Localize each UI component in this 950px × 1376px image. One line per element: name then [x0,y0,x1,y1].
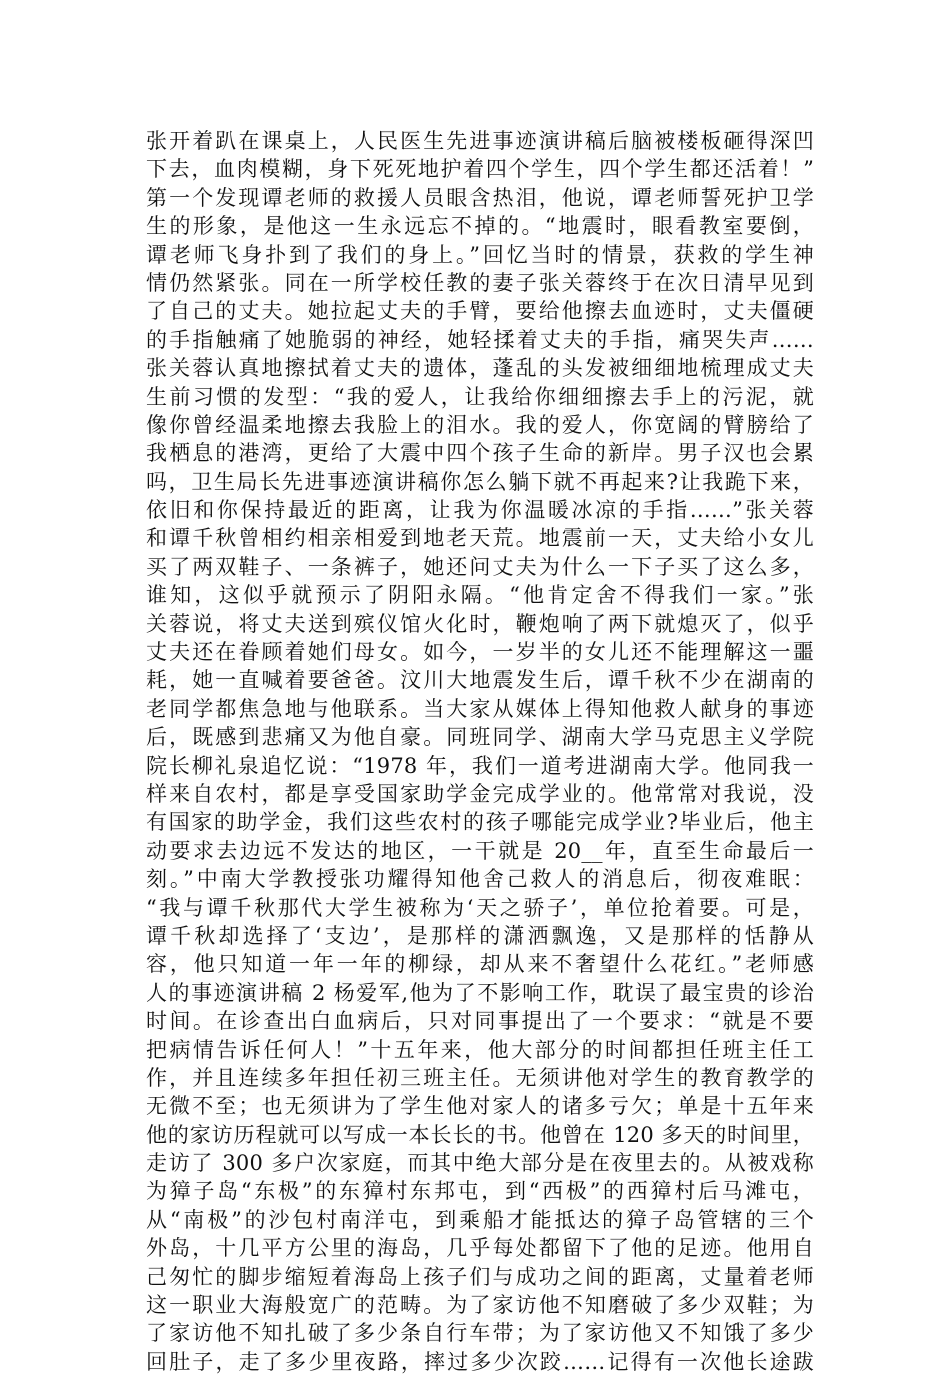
text-line: “我与谭千秋那代大学生被称为‘天之骄子’，单位抢着要。可是， [146,895,814,920]
text-line: 生的形象，是他这一生永远忘不掉的。“地震时，眼看教室要倒， [146,214,814,239]
text-line: 样来自农村，都是享受国家助学金完成学业的。他常常对我说，没 [146,781,814,806]
text-line: 老同学都焦急地与他联系。当大家从媒体上得知他救人献身的事迹 [146,696,814,721]
text-line: 作，并且连续多年担任初三班主任。无须讲他对学生的教育教学的 [146,1065,814,1090]
text-line: 时间。在诊查出白血病后，只对同事提出了一个要求：“就是不要 [146,1009,814,1034]
text-line: 回肚子，走了多少里夜路，摔过多少次跤……记得有一次他长途跋 [146,1349,814,1374]
text-line: 无微不至；也无须讲为了学生他对家人的诸多亏欠；单是十五年来 [146,1094,814,1119]
text-line: 吗，卫生局长先进事迹演讲稿你怎么躺下就不再起来?让我跪下来， [146,469,814,494]
text-line: 有国家的助学金，我们这些农村的孩子哪能完成学业?毕业后，他主 [146,810,814,835]
text-line: 走访了 300 多户次家庭，而其中绝大部分是在夜里去的。从被戏称 [146,1151,814,1176]
text-line: 耗，她一直喊着要爸爸。汶川大地震发生后，谭千秋不少在湖南的 [146,668,814,693]
text-line: 像你曾经温柔地擦去我脸上的泪水。我的爱人，你宽阔的臂膀给了 [146,412,814,437]
text-line: 把病情告诉任何人！”十五年来，他大部分的时间都担任班主任工 [146,1037,814,1062]
text-line: 己匆忙的脚步缩短着海岛上孩子们与成功之间的距离，丈量着老师 [146,1264,814,1289]
text-line: 这一职业大海般宽广的范畴。为了家访他不知磨破了多少双鞋；为 [146,1293,814,1318]
text-line: 谭老师飞身扑到了我们的身上。”回忆当时的情景，获救的学生神 [146,242,814,267]
text-line: 的手指触痛了她脆弱的神经，她轻揉着丈夫的手指，痛哭失声…… [146,327,814,352]
text-line: 了自己的丈夫。她拉起丈夫的手臂，要给他擦去血迹时，丈夫僵硬 [146,299,814,324]
text-line: 为獐子岛“东极”的东獐村东邦屯，到“西极”的西獐村后马滩屯， [146,1179,814,1204]
text-line: 买了两双鞋子、一条裤子，她还问丈夫为什么一下子买了这么多， [146,554,814,579]
text-line: 院长柳礼泉追忆说：“1978 年，我们一道考进湖南大学。他同我一 [146,753,814,778]
text-line: 第一个发现谭老师的救援人员眼含热泪，他说，谭老师誓死护卫学 [146,185,814,210]
text-line: 情仍然紧张。同在一所学校任教的妻子张关蓉终于在次日清早见到 [146,270,814,295]
text-line: 他的家访历程就可以写成一本长长的书。他曾在 120 多天的时间里， [146,1122,814,1147]
text-line: 张开着趴在课桌上，人民医生先进事迹演讲稿后脑被楼板砸得深凹 [146,129,814,153]
text-line: 动要求去边远不发达的地区，一干就是 20__年，直至生命最后一 [146,838,814,863]
text-line: 张关蓉认真地擦拭着丈夫的遗体，蓬乱的头发被细细地梳理成丈夫 [146,356,814,381]
text-line: 下去，血肉模糊，身下死死地护着四个学生，四个学生都还活着！” [146,157,814,182]
text-line: 谁知，这似乎就预示了阴阳永隔。“他肯定舍不得我们一家。”张 [146,583,814,608]
text-line: 我栖息的港湾，更给了大震中四个孩子生命的新岸。男子汉也会累 [146,441,814,466]
text-line: 丈夫还在眷顾着她们母女。如今，一岁半的女儿还不能理解这一噩 [146,640,814,665]
text-line: 关蓉说，将丈夫送到殡仪馆火化时，鞭炮响了两下就熄灭了，似乎 [146,611,814,636]
text-line: 外岛，十几平方公里的海岛，几乎每处都留下了他的足迹。他用自 [146,1236,814,1261]
text-line: 谭千秋却选择了‘支边’，是那样的潇洒飘逸，又是那样的恬静从 [146,923,814,948]
body-text [146,127,814,1376]
text-line: 容，他只知道一年一年的柳绿，却从来不奢望什么花红。”老师感 [146,952,814,977]
text-line: 了家访他不知扎破了多少条自行车带；为了家访他又不知饿了多少 [146,1321,814,1346]
text-line: 和谭千秋曾相约相亲相爱到地老天荒。地震前一天，丈夫给小女儿 [146,526,814,551]
text-line: 依旧和你保持最近的距离，让我为你温暖冰凉的手指……”张关蓉 [146,498,814,523]
text-line: 人的事迹演讲稿 2 杨爱军,他为了不影响工作，耽误了最宝贵的诊治 [146,980,814,1005]
text-line: 刻。”中南大学教授张功耀得知他舍己救人的消息后，彻夜难眠： [146,867,814,892]
text-line: 后，既感到悲痛又为他自豪。同班同学、湖南大学马克思主义学院 [146,725,814,750]
text-line: 生前习惯的发型：“我的爱人，让我给你细细擦去手上的污泥，就 [146,384,814,409]
text-line: 从“南极”的沙包村南洋屯，到乘船才能抵达的獐子岛管辖的三个 [146,1207,814,1232]
